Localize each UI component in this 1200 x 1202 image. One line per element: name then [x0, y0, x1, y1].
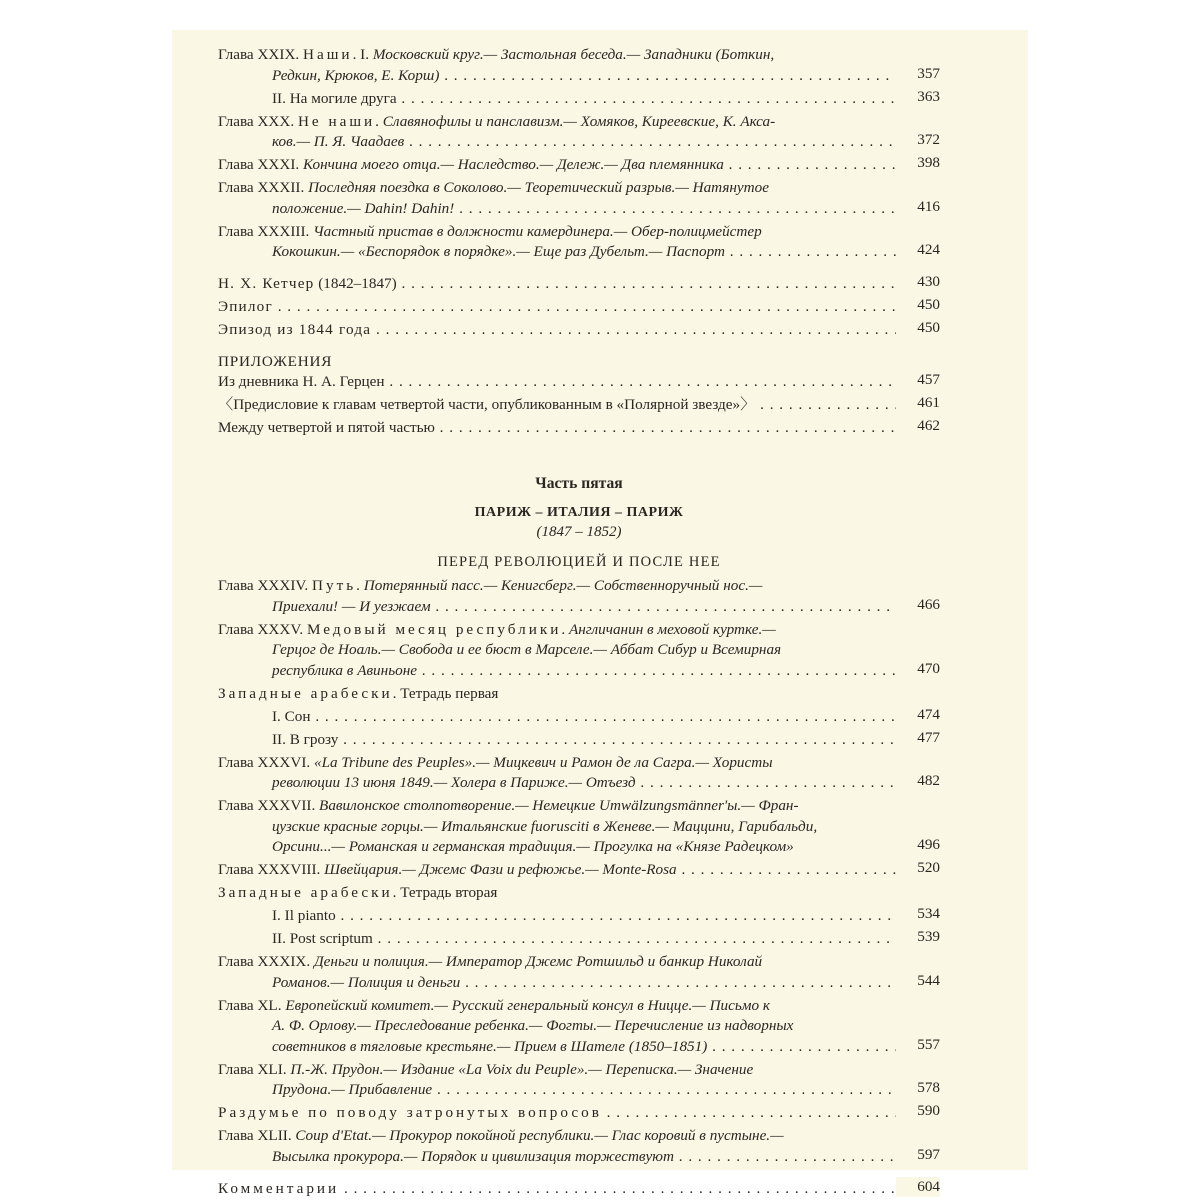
entry-title: Эпизод из 1844 года — [218, 321, 372, 338]
chapter-title: Западные арабески — [218, 884, 393, 901]
entry-text: . Тетрадь вторая — [392, 884, 498, 901]
toc-line — [218, 395, 940, 416]
spacer — [218, 1170, 940, 1179]
toc-line — [218, 132, 940, 153]
chapter-subjects: Романов.— Полиция и деньги — [272, 973, 461, 991]
appendix-entry[interactable] — [218, 395, 940, 416]
toc-line — [218, 929, 940, 950]
spacer — [218, 441, 940, 473]
chapter-subjects: Высылка прокурора.— Порядок и цивилизация торжествуют — [272, 1147, 674, 1165]
toc-line — [218, 684, 940, 705]
toc-entry[interactable] — [218, 796, 940, 858]
toc-part-four-chapters — [218, 45, 940, 263]
page-number: 578 — [896, 1078, 940, 1099]
entry-title: Н. Х. Кетчер — [218, 275, 315, 292]
page-number: 461 — [896, 393, 940, 414]
page-number: 534 — [896, 904, 940, 925]
chapter-subjects: цузские красные горцы.— Итальянские fuorusciti в Женеве.— Маццини, Гарибальди, — [272, 817, 818, 835]
toc-entry[interactable] — [218, 753, 940, 794]
entry-text: I. Сон — [272, 707, 311, 725]
chapter-subjects: Деньги и полиция.— Император Джемс Ротшильд и банкир Николай — [314, 953, 763, 970]
toc-line — [218, 320, 940, 341]
toc-line — [218, 973, 940, 994]
page-number: 474 — [896, 705, 940, 726]
toc-entry[interactable] — [218, 906, 940, 927]
chapter-number: Глава XXXIII. — [218, 222, 314, 240]
toc-line — [218, 1060, 940, 1081]
toc-line — [218, 418, 940, 439]
chapter-number: Глава XXXVI. — [218, 753, 314, 771]
toc-line — [218, 753, 940, 774]
chapter-title: Раздумье по поводу затронутых вопросов — [218, 1104, 602, 1121]
toc-line — [218, 45, 940, 66]
chapter-subjects: Англичанин в меховой куртке.— — [568, 620, 776, 638]
chapter-subjects: Частный пристав в должности камердинера.— Обер-полицмейстер — [313, 222, 762, 240]
toc-entry[interactable] — [218, 996, 940, 1058]
appendix-heading: ПРИЛОЖЕНИЯ — [218, 353, 333, 370]
toc-line — [218, 372, 940, 393]
entry-text: Из дневника Н. А. Герцен — [218, 373, 385, 390]
chapter-subjects: революции 13 июня 1849.— Холера в Париже.— Отъезд — [272, 774, 636, 791]
chapter-title: Наши — [303, 46, 353, 63]
toc-line — [218, 707, 940, 728]
toc-entry[interactable] — [218, 576, 940, 617]
part-title: Часть пятая — [535, 475, 623, 492]
chapter-subjects: ков.— П. Я. Чаадаев — [272, 133, 405, 150]
part-header — [218, 473, 940, 572]
toc-line — [218, 860, 940, 881]
toc-line — [218, 837, 940, 858]
toc-entry[interactable] — [218, 620, 940, 682]
chapter-title: Путь — [312, 577, 357, 594]
chapter-subjects: Славянофилы и панславизм.— Хомяков, Киреевские, К. Акса- — [382, 112, 776, 130]
part-section-title: ПЕРЕД РЕВОЛЮЦИЕЙ И ПОСЛЕ НЕЕ — [437, 554, 721, 570]
chapter-subjects: Вавилонское столпотворение.— Немецкие Umwälzungsmänner'ы.— Фран- — [319, 797, 799, 814]
toc-line — [218, 620, 940, 641]
chapter-subjects: «La Tribune des Peuples».— Мицкевич и Рамон де ла Сагра.— Хористы — [314, 753, 773, 771]
entry-text: Между четвертой и пятой частью — [218, 419, 435, 436]
chapter-subjects: положение.— Dahin! Dahin! — [272, 199, 455, 217]
chapter-number: Глава XXXII. — [218, 179, 309, 196]
page-number: 470 — [896, 659, 940, 680]
chapter-subjects: П.-Ж. Прудон.— Издание «La Voix du Peuple».— Переписка.— Значение — [290, 1060, 754, 1078]
page-number: 539 — [896, 927, 940, 948]
entry-text: 〈Предисловие к главам четвертой части, опубликованным в «Полярной звезде»〉 — [218, 396, 756, 413]
toc-line — [218, 1103, 940, 1124]
page-number: 430 — [896, 272, 940, 293]
chapter-subjects: Швейцария.— Джемс Фази и рефюжье.— Monte-Rosa — [324, 861, 677, 878]
toc-line — [218, 906, 940, 927]
book-page — [172, 30, 1028, 1197]
spacer — [218, 343, 940, 352]
page-number: 520 — [896, 858, 940, 879]
toc-entry[interactable] — [218, 45, 940, 86]
toc-entry[interactable] — [218, 320, 940, 341]
chapter-subjects: Европейский комитет.— Русский генеральный консул в Ницце.— Письмо к — [285, 996, 770, 1014]
toc-line — [218, 773, 940, 794]
chapter-subjects: А. Ф. Орлову.— Преследование ребенка.— Фогты.— Перечисление из надворных — [272, 1017, 794, 1034]
chapter-subjects: Кончина моего отца.— Наследство.— Дележ.— Два племянника — [303, 156, 724, 173]
part-subtitle: ПАРИЖ – ИТАЛИЯ – ПАРИЖ — [474, 505, 684, 520]
chapter-number: Глава XLI. — [218, 1060, 291, 1078]
part-years: (1847 – 1852) — [536, 524, 622, 540]
toc-entry[interactable] — [218, 222, 940, 263]
chapter-subjects: Coup d'Etat.— Прокурор покойной республики.— Глас коровий в пустыне.— — [295, 1127, 784, 1144]
toc-entry[interactable] — [218, 707, 940, 728]
entry-text: . I. — [352, 46, 373, 63]
chapter-subjects: Редкин, Крюков, Е. Корш) — [272, 66, 440, 84]
toc-line — [218, 1179, 940, 1200]
page-number: 604 — [896, 1177, 940, 1198]
page-number: 482 — [896, 771, 940, 792]
entry-text: II. На могиле друга — [272, 89, 397, 107]
chapter-number: Глава XXXIX. — [218, 953, 314, 970]
toc-line — [218, 576, 940, 597]
page-number: 496 — [896, 835, 940, 856]
toc-entry[interactable] — [218, 1126, 940, 1167]
toc-entry[interactable] — [218, 929, 940, 950]
page-number: 557 — [896, 1035, 940, 1056]
toc-line — [218, 178, 940, 199]
entry-years: (1842–1847) — [314, 275, 397, 292]
chapter-subjects: Орсини...— Романская и германская традиция.— Прогулка на «Князе Радецком» — [272, 838, 794, 855]
toc-entry[interactable] — [218, 274, 940, 295]
page-number: 544 — [896, 971, 940, 992]
chapter-number: Глава XLII. — [218, 1127, 296, 1144]
toc-line — [218, 796, 940, 817]
chapter-number: Глава XXXV. — [218, 620, 307, 638]
toc-line — [218, 1080, 940, 1101]
appendix-entry[interactable] — [218, 418, 940, 439]
chapter-subjects: Приехали! — И уезжаем — [272, 597, 431, 615]
chapter-subjects: Потерянный пасс.— Кенигсберг.— Собственноручный нос.— — [363, 577, 763, 594]
page-number: 424 — [896, 240, 940, 261]
appendix-entry[interactable] — [218, 372, 940, 393]
toc-line — [218, 199, 940, 220]
toc-misc-entries — [218, 274, 940, 341]
chapter-subjects: республика в Авиньоне — [272, 661, 417, 679]
appendix-block — [218, 352, 940, 439]
entry-text: . Тетрадь первая — [392, 684, 499, 702]
chapter-title: Медовый месяц республики — [306, 620, 562, 638]
page-number: 597 — [896, 1145, 940, 1166]
chapter-number: Глава XXIX. — [218, 46, 304, 63]
toc-line — [218, 817, 940, 838]
chapter-number: Глава XXXVIII. — [218, 861, 325, 878]
page-number: 462 — [896, 416, 940, 437]
page-number: 416 — [896, 197, 940, 218]
toc-entry[interactable] — [218, 155, 940, 176]
toc-line — [218, 155, 940, 176]
toc-line — [218, 297, 940, 318]
comments-entry[interactable] — [218, 1179, 940, 1200]
toc-line — [218, 112, 940, 133]
toc-entry[interactable] — [218, 952, 940, 993]
page-number: 450 — [896, 295, 940, 316]
page-number: 466 — [896, 595, 940, 616]
chapter-number: Глава XXXI. — [218, 156, 304, 173]
toc-part-five-chapters — [218, 576, 940, 1167]
toc-line — [218, 597, 940, 618]
toc-entry[interactable] — [218, 730, 940, 751]
toc-entry[interactable] — [218, 178, 940, 219]
toc-line — [218, 89, 940, 110]
chapter-number: Глава XXX. — [218, 112, 298, 130]
page-number: 590 — [896, 1101, 940, 1122]
chapter-subjects: Кокошкин.— «Беспорядок в порядке».— Еще раз Дубельт.— Паспорт — [272, 243, 725, 260]
entry-text: . — [561, 620, 569, 638]
entry-text: . — [375, 112, 383, 130]
page-number: 450 — [896, 318, 940, 339]
toc-line — [218, 883, 940, 904]
toc-line — [218, 996, 940, 1017]
toc-line — [218, 1016, 940, 1037]
page-number: 457 — [896, 370, 940, 391]
toc-line — [218, 274, 940, 295]
table-of-contents — [218, 45, 940, 1202]
page-number: 363 — [896, 87, 940, 108]
toc-line — [218, 66, 940, 87]
toc-line — [218, 661, 940, 682]
toc-line — [218, 730, 940, 751]
appendix-list — [218, 372, 940, 439]
comments-label: Комментарии — [218, 1179, 340, 1197]
toc-entry[interactable] — [218, 89, 940, 110]
toc-entry[interactable] — [218, 1060, 940, 1101]
chapter-subjects: Герцог де Ноаль.— Свобода и ее бюст в Марселе.— Аббат Сибур и Всемирная — [272, 641, 782, 658]
toc-entry[interactable] — [218, 112, 940, 153]
toc-line — [218, 1037, 940, 1058]
toc-entry[interactable] — [218, 297, 940, 318]
toc-line — [218, 1126, 940, 1147]
page-number: 398 — [896, 153, 940, 174]
entry-text: . — [356, 577, 364, 594]
toc-entry[interactable] — [218, 684, 940, 705]
toc-line — [218, 222, 940, 243]
entry-text: I. Il pianto — [272, 907, 336, 924]
entry-title: Эпилог — [218, 298, 273, 315]
chapter-title: Не наши — [297, 112, 376, 130]
toc-entry[interactable] — [218, 1103, 940, 1124]
toc-entry[interactable] — [218, 860, 940, 881]
chapter-number: Глава XXXVII. — [218, 797, 320, 814]
entry-text: II. В грозу — [272, 730, 339, 748]
chapter-title: Западные арабески — [218, 684, 393, 702]
toc-line — [218, 242, 940, 263]
page-number: 357 — [896, 64, 940, 85]
chapter-subjects: советников в тягловые крестьяне.— Прием в Шателе (1850–1851) — [272, 1037, 708, 1055]
page-number: 372 — [896, 130, 940, 151]
toc-line — [218, 1147, 940, 1168]
toc-line — [218, 640, 940, 661]
chapter-subjects: Последняя поездка в Соколово.— Теоретический разрыв.— Натянутое — [308, 179, 769, 196]
entry-text: II. Post scriptum — [272, 930, 373, 947]
page-number: 477 — [896, 728, 940, 749]
spacer — [218, 265, 940, 274]
chapter-number: Глава XXXIV. — [218, 577, 313, 594]
chapter-subjects: Московский круг.— Застольная беседа.— Западники (Боткин, — [372, 46, 775, 63]
toc-entry[interactable] — [218, 883, 940, 904]
chapter-subjects: Прудона.— Прибавление — [272, 1081, 433, 1098]
chapter-number: Глава XL. — [218, 996, 286, 1014]
toc-line — [218, 952, 940, 973]
